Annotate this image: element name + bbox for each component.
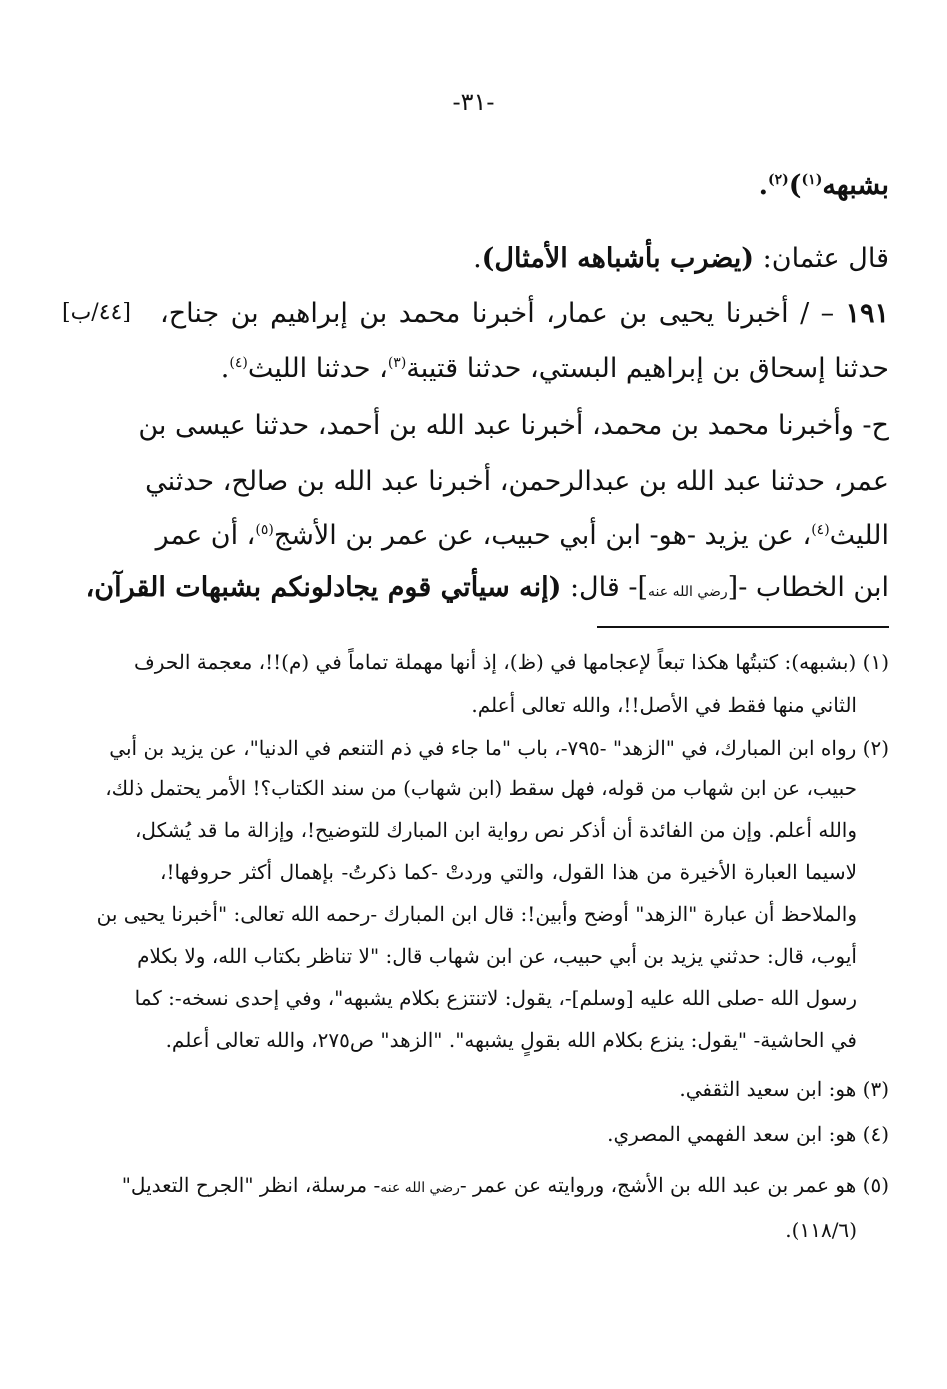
- margin-folio-reference: [٤٤/ب]: [62, 300, 131, 325]
- footnote-2-line-7: رسول الله -صلى الله عليه [وسلم]-، يقول: لاتنتزع بكلام يشبهه"، وفي إحدى نسخه-: كما: [134, 986, 857, 1010]
- body-line-5: ح- وأخبرنا محمد بن محمد، أخبرنا عبد الله بن أحمد، حدثنا عيسى بن: [138, 410, 889, 441]
- footnote-marker: (٢): [767, 172, 789, 188]
- quoted-saying: (يضرب بأشباهه الأمثال): [481, 243, 755, 274]
- body-line-2: [160, 243, 889, 274]
- body-line-4: [160, 353, 889, 384]
- body-text: حدثنا إسحاق بن إبراهيم البستي، حدثنا قتيبة: [406, 353, 889, 384]
- footnote-4: (٤) هو: ابن سعد الفهمي المصري.: [607, 1122, 889, 1146]
- footnote-marker: (٥): [255, 522, 274, 538]
- honorific-glyph: رضي الله عنه: [380, 1180, 460, 1196]
- footnote-2-line-3: والله أعلم. وإن من الفائدة أن أذكر نص رواية ابن المبارك للتوضيح!، وإزالة ما قد يُشكل،: [134, 818, 857, 842]
- hadith-number: ١٩١: [845, 298, 889, 329]
- body-text: ، عن يزيد -هو- ابن أبي حبيب، عن عمر بن الأشج: [273, 520, 812, 551]
- footnote-text: - مرسلة، انظر "الجرح التعديل": [121, 1173, 381, 1197]
- honorific-glyph: رضي الله عنه: [648, 584, 728, 600]
- footnote-marker: (٤): [229, 355, 248, 371]
- body-text: الليث: [829, 520, 889, 551]
- footnote-marker: (١): [801, 172, 823, 188]
- body-line-7: [155, 520, 889, 551]
- body-line-3: [160, 298, 889, 329]
- period: .: [473, 243, 482, 274]
- footnote-5-line-2: (١١٨/٦).: [785, 1218, 857, 1242]
- footnote-1-line-1: (١) (بشبهه): كتبتُها هكذا تبعاً لإعجامها في (ظ)، إذ أنها مهملة تماماً في (م)!!، معجمة الحرف: [134, 650, 889, 674]
- footnote-1-line-2: الثاني منها فقط في الأصل!!، والله تعالى أعلم.: [471, 693, 857, 717]
- body-line-6: عمر، حدثنا عبد الله بن عبدالرحمن، أخبرنا عبد الله بن صالح، حدثني: [145, 466, 889, 497]
- footnote-2-line-1: (٢) رواه ابن المبارك، في "الزهد" -٧٩٥-، باب "ما جاء في ذم التنعم في الدنيا"، عن يزيد بن أبي: [109, 736, 889, 760]
- footnote-2-line-6: أيوب، قال: حدثني يزيد بن أبي حبيب، عن ابن شهاب قال: "لا تناظر بكتاب الله، ولا بكلام: [137, 944, 857, 968]
- page-number: -٣١-: [452, 88, 495, 116]
- body-text: – / أخبرنا يحيى بن عمار، أخبرنا محمد بن إبراهيم بن جناح،: [160, 298, 846, 329]
- footnote-2-line-2: حبيب، عن ابن شهاب من قوله، فهل سقط (ابن شهاب) من سند الكتاب؟! الأمر يحتمل ذلك،: [105, 776, 857, 800]
- period: .: [220, 353, 230, 384]
- keyword: بشبهه: [822, 170, 889, 201]
- footnote-separator: [597, 626, 889, 628]
- body-text: ابن الخطاب -[: [727, 572, 889, 603]
- footnote-2-line-8: في الحاشية- "يقول: ينزع بكلام الله بقولٍ يشبهه". "الزهد" ص٢٧٥، والله تعالى أعلم.: [165, 1028, 857, 1052]
- body-text: قال عثمان:: [754, 243, 889, 274]
- closing-paren: ): [788, 170, 802, 201]
- footnote-text: (٥) هو عمر بن عبد الله بن الأشج، وروايته عن عمر -: [459, 1173, 889, 1197]
- footnote-5-line-1: [121, 1173, 889, 1197]
- period: .: [758, 170, 768, 201]
- footnote-marker: (٤): [811, 522, 830, 538]
- body-text: ، أن عمر: [155, 520, 256, 551]
- body-line-1: [160, 170, 889, 201]
- body-text: ، حدثنا الليث: [247, 353, 388, 384]
- footnote-3: (٣) هو: ابن سعيد الثقفي.: [679, 1077, 889, 1101]
- body-line-8: [85, 572, 889, 603]
- footnote-marker: (٣): [387, 355, 407, 371]
- footnote-2-line-4: لاسيما العبارة الأخيرة من هذا القول، والتي وردتْ -كما ذكرتُ- بإهمال أكثر حروفها!،: [160, 860, 857, 884]
- quoted-hadith: (إنه سيأتي قوم يجادلونكم بشبهات القرآن،: [85, 572, 562, 603]
- body-text: ]- قال:: [561, 572, 649, 603]
- footnote-2-line-5: والملاحظ أن عبارة "الزهد" أوضح وأبين!: قال ابن المبارك -رحمه الله تعالى: "أخبرنا يحيى بن: [96, 902, 857, 926]
